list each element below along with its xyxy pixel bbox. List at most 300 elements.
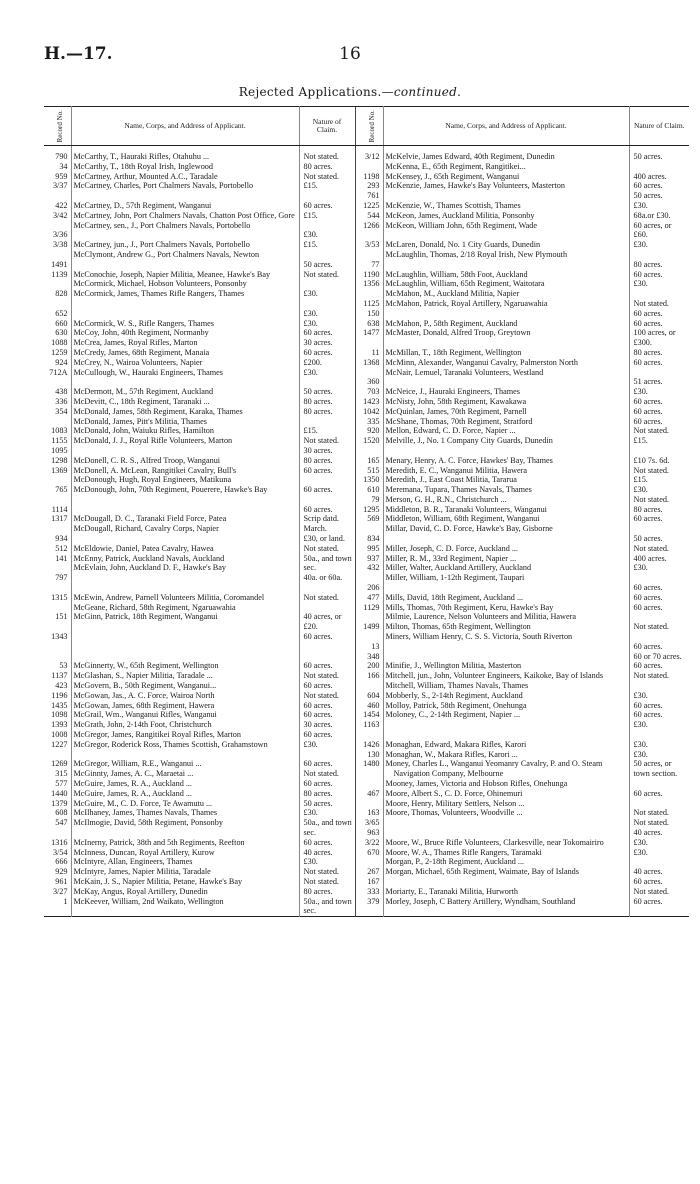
claim-nature-line: [634, 681, 688, 691]
right-claim-nature: [629, 661, 689, 739]
record-number-line: [358, 799, 380, 809]
right-record-number: [355, 240, 383, 269]
claim-nature-line: 60 acres.: [633, 406, 663, 416]
applicant-name-line: McGinnerty, W., 65th Regiment, Wellington: [73, 661, 219, 671]
claim-nature-line: £30.: [303, 808, 318, 818]
left-applicant-name: [71, 740, 299, 760]
applicant-name-line: McKay, Angus, Royal Artillery, Dunedin: [73, 886, 208, 896]
claim-nature-line: [634, 250, 688, 260]
left-record-number: [44, 661, 71, 739]
applicant-name-line: Mooney, James, Victoria and Hobson Rifles, Onehunga: [385, 779, 568, 788]
claim-nature-line: £30.: [303, 308, 318, 318]
applicant-name-line: McCrey, N., Wairoa Volunteers, Napier: [73, 357, 203, 367]
claim-nature-line: £30.: [633, 739, 648, 749]
claim-nature-line: 60 acres.: [633, 583, 663, 593]
claim-nature-line: Not stated.: [303, 876, 339, 886]
claim-nature-line: 40 acres.: [633, 827, 663, 837]
left-applicant-name: [71, 146, 299, 201]
claim-nature-line: Not stated.: [633, 808, 669, 818]
right-applicant-name: [383, 759, 629, 837]
left-applicant-name: [71, 514, 299, 543]
record-number-line: 1: [63, 896, 68, 906]
applicant-name-line: Mobberly, S., 2-14th Regiment, Auckland: [385, 690, 523, 700]
table-row: [44, 514, 689, 543]
claim-nature-line: 100 acres, or £300.: [633, 328, 676, 348]
left-record-number: [44, 456, 71, 466]
applicant-name-line: McKenzie, W., Thames Scottish, Thames: [385, 200, 521, 210]
record-number-line: 151: [55, 612, 68, 622]
applicant-name-line: Mills, David, 18th Regiment, Auckland ...: [385, 592, 524, 602]
record-number-line: 267: [367, 867, 380, 877]
applicant-name-line: Millar, David, C. D. Force, Hawke's Bay, Gisborne: [385, 524, 553, 534]
right-claim-nature: [629, 838, 689, 848]
claim-nature-line: [634, 779, 688, 789]
record-number-line: 652: [55, 308, 68, 318]
claim-nature-line: [634, 368, 688, 378]
record-number-line: 432: [367, 563, 380, 573]
claim-nature-line: £15.: [303, 210, 318, 220]
claim-nature-line: £30.: [303, 289, 318, 299]
record-number-line: 460: [367, 700, 380, 710]
applicant-name-line: McCormick, James, Thames Rifle Rangers, Thames: [73, 289, 245, 299]
record-number-line: 512: [55, 543, 68, 553]
claim-nature-line: Not stated.: [303, 543, 339, 553]
record-number-line: 703: [367, 387, 380, 397]
record-number-line: [46, 524, 68, 534]
record-number-line: 130: [367, 749, 380, 759]
applicant-name-line: McInness, Duncan, Royal Artillery, Kurow: [73, 847, 215, 857]
applicant-name-line: Moore, Henry, Military Settlers, Nelson ...: [385, 798, 525, 808]
applicant-name-line: McCormick, Michael, Hobson Volunteers, Ponsonby: [73, 279, 247, 289]
left-applicant-name: [71, 848, 299, 887]
record-number-line: 333: [367, 886, 380, 896]
record-number-line: 165: [367, 455, 380, 465]
record-number-line: 1125: [363, 298, 380, 308]
record-number-line: 1198: [363, 171, 380, 181]
claim-nature-line: 60 acres.: [633, 269, 663, 279]
claim-nature-line: £30.: [633, 387, 648, 397]
record-number-line: [46, 299, 68, 309]
claim-nature-line: Not stated.: [303, 867, 339, 877]
col-header-record-right: Record No.: [355, 107, 383, 146]
record-number-line: 797: [55, 573, 68, 583]
left-applicant-name: [71, 387, 299, 456]
applicant-name-line: McGregor, Roderick Ross, Thames Scottish, Grahamstown: [73, 739, 268, 749]
record-number-line: 959: [55, 171, 68, 181]
record-number-line: 3/22: [364, 837, 380, 847]
claim-nature-line: 30 acres.: [303, 445, 333, 455]
claim-nature-line: 60 acres.: [633, 788, 663, 798]
record-number-line: 1423: [363, 396, 380, 406]
record-number-line: 1440: [51, 788, 68, 798]
claim-nature-line: [304, 475, 353, 485]
record-number-line: 423: [55, 681, 68, 691]
claim-nature-line: 80 acres.: [303, 788, 333, 798]
record-number-line: [358, 612, 380, 622]
record-number-line: 3/37: [52, 181, 68, 191]
claim-nature-line: 60 acres.: [633, 357, 663, 367]
claim-nature-line: 50 acres, or town section.: [633, 759, 678, 779]
record-number-line: 467: [367, 788, 380, 798]
record-number-line: 828: [55, 289, 68, 299]
right-claim-nature: [629, 201, 689, 240]
applicant-name-line: McDonough, John, 70th Regiment, Pouerere, Hawke's Bay: [73, 485, 268, 495]
record-number-line: 1269: [51, 759, 68, 769]
title-main: Rejected Applications.: [238, 85, 382, 99]
left-record-number: [44, 887, 71, 917]
applicant-name-line: Monaghan, Edward, Makara Rifles, Karori: [385, 739, 527, 749]
right-claim-nature: [629, 466, 689, 515]
claim-nature-line: Not stated.: [633, 298, 669, 308]
right-claim-nature: [629, 240, 689, 269]
left-applicant-name: [71, 593, 299, 662]
claim-nature-line: £30.: [303, 739, 318, 749]
record-number-line: 630: [55, 328, 68, 338]
applicant-name-line: McGeane, Richard, 58th Regiment, Ngaruawahia: [73, 602, 236, 612]
record-number-line: 929: [55, 867, 68, 877]
claim-nature-line: £30.: [633, 847, 648, 857]
claim-nature-line: 50 acres.: [633, 191, 663, 201]
applicant-name-line: McMahon, P., 58th Regiment, Auckland: [385, 318, 518, 328]
applicant-name-line: McCredy, James, 68th Regiment, Manaia: [73, 347, 210, 357]
applicant-name-line: McKain, J. S., Napier Militia, Petane, Hawke's Bay: [73, 876, 243, 886]
record-number-line: 1480: [363, 759, 380, 769]
applicant-name-line: McIlhaney, James, Thames Navals, Thames: [73, 808, 218, 818]
table-row: [44, 887, 689, 917]
applicant-name-line: McGinnty, James, A. C., Maraetai ...: [73, 769, 194, 779]
applicant-name-line: Mitchell, William, Thames Navals, Thames: [385, 681, 529, 691]
record-number-line: 79: [371, 494, 380, 504]
applicant-name-line: McEwin, Andrew, Parnell Volunteers Militia, Coromandel: [73, 592, 265, 602]
claim-nature-line: 40 acres.: [633, 867, 663, 877]
claim-nature-line: 60 acres.: [303, 700, 333, 710]
record-number-line: [358, 632, 380, 642]
record-number-line: 961: [55, 876, 68, 886]
claim-nature-line: 51 acres.: [633, 377, 663, 387]
claim-nature-line: 60 or 70 acres.: [633, 651, 682, 661]
record-number-line: 1350: [363, 475, 380, 485]
right-record-number: [355, 838, 383, 848]
claim-nature-line: 60 acres.: [303, 681, 333, 691]
claim-nature-line: 68a.or £30.: [633, 210, 671, 220]
applicant-name-line: McIntyre, James, Napier Militia, Taradale: [73, 867, 211, 877]
claim-nature-line: £30.: [633, 279, 648, 289]
applicant-name-line: Molloy, Patrick, 58th Regiment, Onehunga: [385, 700, 527, 710]
applicant-name-line: Miller, Joseph, C. D. Force, Auckland ...: [385, 543, 518, 553]
record-number-line: 206: [367, 583, 380, 593]
table-row: [44, 661, 689, 739]
claim-nature-line: 80 acres.: [303, 396, 333, 406]
table-row: [44, 740, 689, 760]
claim-nature-line: 80 acres.: [303, 161, 333, 171]
table-row: [44, 387, 689, 456]
left-claim-nature: [299, 514, 355, 543]
claim-nature-line: £30.: [633, 749, 648, 759]
applicant-name-line: McCartney, D., 57th Regiment, Wanganui: [73, 200, 212, 210]
applicant-name-line: McCartney, Charles, Port Chalmers Navals, Portobello: [73, 181, 254, 191]
claim-nature-line: £15.: [303, 426, 318, 436]
left-record-number: [44, 240, 71, 269]
claim-nature-line: Not stated.: [303, 269, 339, 279]
applicant-name-line: McCullough, W., Hauraki Engineers, Thames: [73, 367, 223, 377]
applicant-name-line: McGuire, James, R. A., Auckland ...: [73, 788, 192, 798]
right-applicant-name: [383, 319, 629, 388]
claim-nature-line: 60 acres.: [633, 641, 663, 651]
applicant-name-line: McDonald, James, 58th Regiment, Karaka, Thames: [73, 406, 243, 416]
claim-nature-line: £30.: [633, 720, 648, 730]
claim-nature-line: £30.: [303, 318, 318, 328]
right-claim-nature: [629, 593, 689, 662]
claim-nature-line: Not stated.: [303, 592, 339, 602]
applicant-name-line: Miners, William Henry, C. S. S. Victoria, South Riverton: [385, 632, 573, 642]
record-number-line: [46, 622, 68, 632]
claim-nature-line: Scrip datd. March.: [303, 514, 339, 534]
right-applicant-name: [383, 848, 629, 887]
applicant-name-line: McMahon, M., Auckland Militia, Napier: [385, 289, 520, 299]
claim-nature-line: Not stated.: [633, 465, 669, 475]
record-number-line: 3/38: [52, 240, 68, 250]
applicant-name-line: Moore, W., Bruce Rifle Volunteers, Clarkesville, near Tokomairiro: [385, 837, 604, 847]
claim-nature-line: Not stated.: [633, 494, 669, 504]
claim-nature-line: [304, 279, 353, 289]
claim-nature-line: 60 acres.: [303, 465, 333, 475]
record-number-line: 3/65: [364, 818, 380, 828]
record-number-line: 660: [55, 318, 68, 328]
applicant-name-line: McMinn, Alexander, Wanganui Cavalry, Palmerston North: [385, 357, 579, 367]
applicant-name-line: McGuire, M., C. D. Force, Te Awamutu ...: [73, 798, 213, 808]
applicant-name-line: McCarthy, T., 18th Royal Irish, Inglewood: [73, 161, 213, 171]
claim-nature-line: 30 acres.: [303, 338, 333, 348]
claim-nature-line: 400 acres.: [633, 171, 667, 181]
record-number-line: 1259: [51, 347, 68, 357]
claim-nature-line: 50 acres.: [303, 387, 333, 397]
applicant-name-line: McGovern, B., 50th Regiment, Wanganui...: [73, 681, 217, 691]
applicant-name-line: Merson, G. H., R.N., Christchurch ...: [385, 494, 507, 504]
claim-nature-line: 60 acres.: [633, 602, 663, 612]
record-number-line: 834: [367, 534, 380, 544]
claim-nature-line: 60 acres.: [303, 200, 333, 210]
claim-nature-line: 30 acres.: [303, 720, 333, 730]
applicant-name-line: Moriarty, E., Taranaki Militia, Hurworth: [385, 886, 518, 896]
claim-nature-line: 50a., and town sec.: [303, 818, 352, 837]
applicant-name-line: McCartney, jun., J., Port Chalmers Navals, Portobello: [73, 240, 250, 250]
right-applicant-name: [383, 740, 629, 760]
record-number-line: 141: [55, 553, 68, 563]
table-row: [44, 544, 689, 593]
record-number-line: 1491: [51, 259, 68, 269]
right-applicant-name: [383, 387, 629, 456]
claim-nature-line: Not stated.: [633, 818, 669, 828]
applicant-name-line: Miller, Walter, Auckland Artillery, Auckland: [385, 563, 532, 573]
left-record-number: [44, 466, 71, 515]
claim-nature-line: 80 acres.: [303, 406, 333, 416]
applicant-name-line: McCartney, John, Port Chalmers Navals, Chatton Post Office, Gore: [73, 210, 295, 220]
record-number-line: 1227: [51, 739, 68, 749]
applicant-name-line: Moloney, C., 2-14th Regiment, Napier ...: [385, 710, 521, 720]
record-number-line: 348: [367, 651, 380, 661]
right-record-number: [355, 848, 383, 887]
applicant-name-line: McLaughlin, William, 65th Regiment, Waitotara: [385, 279, 545, 289]
applicant-name-line: Menary, Henry, A. C. Force, Hawkes' Bay, Thames: [385, 455, 553, 465]
claim-nature-line: £30.: [303, 857, 318, 867]
applicant-name-line: McMaster, Donald, Alfred Troop, Greytown: [385, 328, 531, 338]
record-number-line: [358, 289, 380, 299]
record-number-line: 1042: [363, 406, 380, 416]
right-applicant-name: [383, 593, 629, 662]
claim-nature-line: £15.: [303, 240, 318, 250]
right-applicant-name: [383, 146, 629, 201]
right-claim-nature: [629, 759, 689, 837]
claim-nature-line: [304, 603, 353, 613]
claim-nature-line: [634, 162, 688, 172]
record-number-line: 1114: [51, 504, 68, 514]
record-number-line: 963: [367, 827, 380, 837]
claim-nature-line: [304, 417, 353, 427]
record-number-line: 1477: [363, 328, 380, 338]
claim-nature-line: 60 acres.: [633, 396, 663, 406]
applicant-name-line: McIlmogie, David, 58th Regiment, Ponsonby: [73, 818, 223, 828]
record-number-line: 577: [55, 779, 68, 788]
applicant-name-line: Miller, William, 1-12th Regiment, Taupari: [385, 573, 525, 583]
left-applicant-name: [71, 661, 299, 739]
record-number-line: [358, 162, 380, 172]
left-claim-nature: [299, 593, 355, 662]
left-claim-nature: [299, 270, 355, 319]
record-number-line: 354: [55, 406, 68, 416]
record-number-line: 1435: [51, 700, 68, 710]
claim-nature-line: [304, 221, 353, 231]
applicant-name-line: McKeon, James, Auckland Militia, Ponsonby: [385, 210, 535, 220]
left-claim-nature: [299, 319, 355, 388]
applicant-name-line: McQuinlan, James, 70th Regiment, Parnell: [385, 406, 527, 416]
claim-nature-line: [634, 799, 688, 809]
left-record-number: [44, 270, 71, 319]
record-number-line: 790: [55, 152, 68, 161]
right-record-number: [355, 466, 383, 515]
record-number-line: 1083: [51, 426, 68, 436]
record-number-line: 1095: [51, 445, 68, 455]
claim-nature-line: 60 acres.: [303, 347, 333, 357]
applicant-name-line: McGrath, John, 2-14th Foot, Christchurch: [73, 720, 212, 730]
record-number-line: [46, 603, 68, 613]
record-number-line: 1356: [363, 279, 380, 289]
applicant-name-line: Milmie, Laurence, Nelson Volunteers and Militia, Hawera: [385, 612, 576, 622]
applicant-name-line: Mills, Thomas, 70th Regiment, Keru, Hawke's Bay: [385, 602, 554, 612]
claim-nature-line: 80 acres.: [303, 886, 333, 896]
applicant-name-line: McLaughlin, William, 58th Foot, Auckland: [385, 269, 528, 279]
claim-nature-line: £10 7s. 6d.: [633, 455, 670, 465]
record-number-line: [46, 495, 68, 505]
claim-nature-line: 60 acres.: [633, 514, 663, 524]
right-record-number: [355, 514, 383, 543]
claim-nature-line: 50 acres.: [303, 798, 333, 808]
record-number-line: 547: [55, 818, 68, 828]
table-row: [44, 319, 689, 388]
left-applicant-name: [71, 466, 299, 515]
claim-nature-line: 60 acres.: [633, 416, 663, 426]
applicant-name-line: McDonald, J. J., Royal Rifle Volunteers, Marton: [73, 436, 233, 446]
applicant-name-line: Milton, Thomas, 65th Regiment, Wellington: [385, 622, 531, 632]
claim-nature-line: [634, 573, 688, 583]
applicant-name-line: Melville, J., No. 1 Company City Guards, Dunedin: [385, 436, 553, 446]
applicant-name-line: McGuire, James, R. A., Auckland ...: [73, 779, 192, 788]
col-header-name-left: Name, Corps, and Address of Applicant.: [71, 107, 299, 146]
left-claim-nature: [299, 466, 355, 515]
applicant-name-line: McDonough, Hugh, Royal Engineers, Matikuna: [73, 475, 232, 485]
record-number-line: 1520: [363, 436, 380, 446]
record-number-line: [358, 524, 380, 534]
rejected-applications-table: [44, 106, 689, 917]
claim-nature-line: £30.: [303, 367, 318, 377]
right-claim-nature: [629, 544, 689, 593]
claim-nature-line: 60 acres.: [633, 896, 663, 906]
applicant-name-line: Monaghan, W., Makara Rifles, Karori ...: [385, 749, 518, 759]
claim-nature-line: 60 acres, or £60.: [633, 220, 672, 240]
table-row: [44, 466, 689, 515]
left-claim-nature: [299, 456, 355, 466]
record-number-line: 3/27: [52, 886, 68, 896]
right-record-number: [355, 146, 383, 201]
right-applicant-name: [383, 661, 629, 739]
record-number-line: 569: [367, 514, 380, 524]
record-number-line: 608: [55, 808, 68, 818]
claim-nature-line: £30.: [633, 563, 648, 573]
record-number-line: 712A: [49, 367, 68, 377]
record-number-line: [358, 857, 380, 867]
claim-nature-line: 60 acres.: [303, 730, 333, 740]
record-number-line: 666: [55, 857, 68, 867]
record-number-line: 3/36: [52, 230, 68, 240]
left-claim-nature: [299, 838, 355, 848]
left-claim-nature: [299, 544, 355, 593]
record-number-line: 1315: [51, 592, 68, 602]
claim-nature-line: Not stated.: [303, 152, 339, 161]
record-number-line: 1298: [51, 455, 68, 465]
applicant-name-line: McGlashan, S., Napier Militia, Taradale ...: [73, 671, 213, 681]
left-record-number: [44, 759, 71, 837]
record-number-line: 293: [367, 181, 380, 191]
right-applicant-name: [383, 838, 629, 848]
applicant-name-line: Morley, Joseph, C Battery Artillery, Wyndham, Southland: [385, 896, 576, 906]
claim-nature-line: 80 acres.: [633, 504, 663, 514]
right-record-number: [355, 887, 383, 917]
record-number-line: 167: [367, 876, 380, 886]
claim-nature-line: Not stated.: [633, 622, 669, 632]
record-number-line: 336: [55, 396, 68, 406]
record-number-line: 1317: [51, 514, 68, 524]
record-number-line: 1499: [363, 622, 380, 632]
table-row: [44, 759, 689, 837]
record-number-line: 1393: [51, 720, 68, 730]
left-applicant-name: [71, 270, 299, 319]
record-number-line: 1295: [363, 504, 380, 514]
applicant-name-line: McCartney, Arthur, Mounted A.C., Taradale: [73, 171, 218, 181]
record-number-line: 920: [367, 426, 380, 436]
applicant-name-line: McDermott, M., 57th Regiment, Auckland: [73, 387, 214, 397]
claim-nature-line: 50 acres.: [633, 152, 663, 161]
claim-nature-line: Not stated.: [633, 671, 669, 681]
record-number-line: 670: [367, 847, 380, 857]
record-number-line: 422: [55, 200, 68, 210]
record-number-line: 1139: [51, 269, 68, 279]
right-applicant-name: [383, 201, 629, 240]
record-number-line: [358, 769, 380, 779]
left-claim-nature: [299, 661, 355, 739]
record-number-line: 53: [59, 661, 68, 671]
record-number-line: [358, 573, 380, 583]
claim-nature-line: 40a. or 60a.: [303, 573, 343, 583]
applicant-name-line: McGrail, Wm., Wanganui Rifles, Wanganui: [73, 710, 217, 720]
